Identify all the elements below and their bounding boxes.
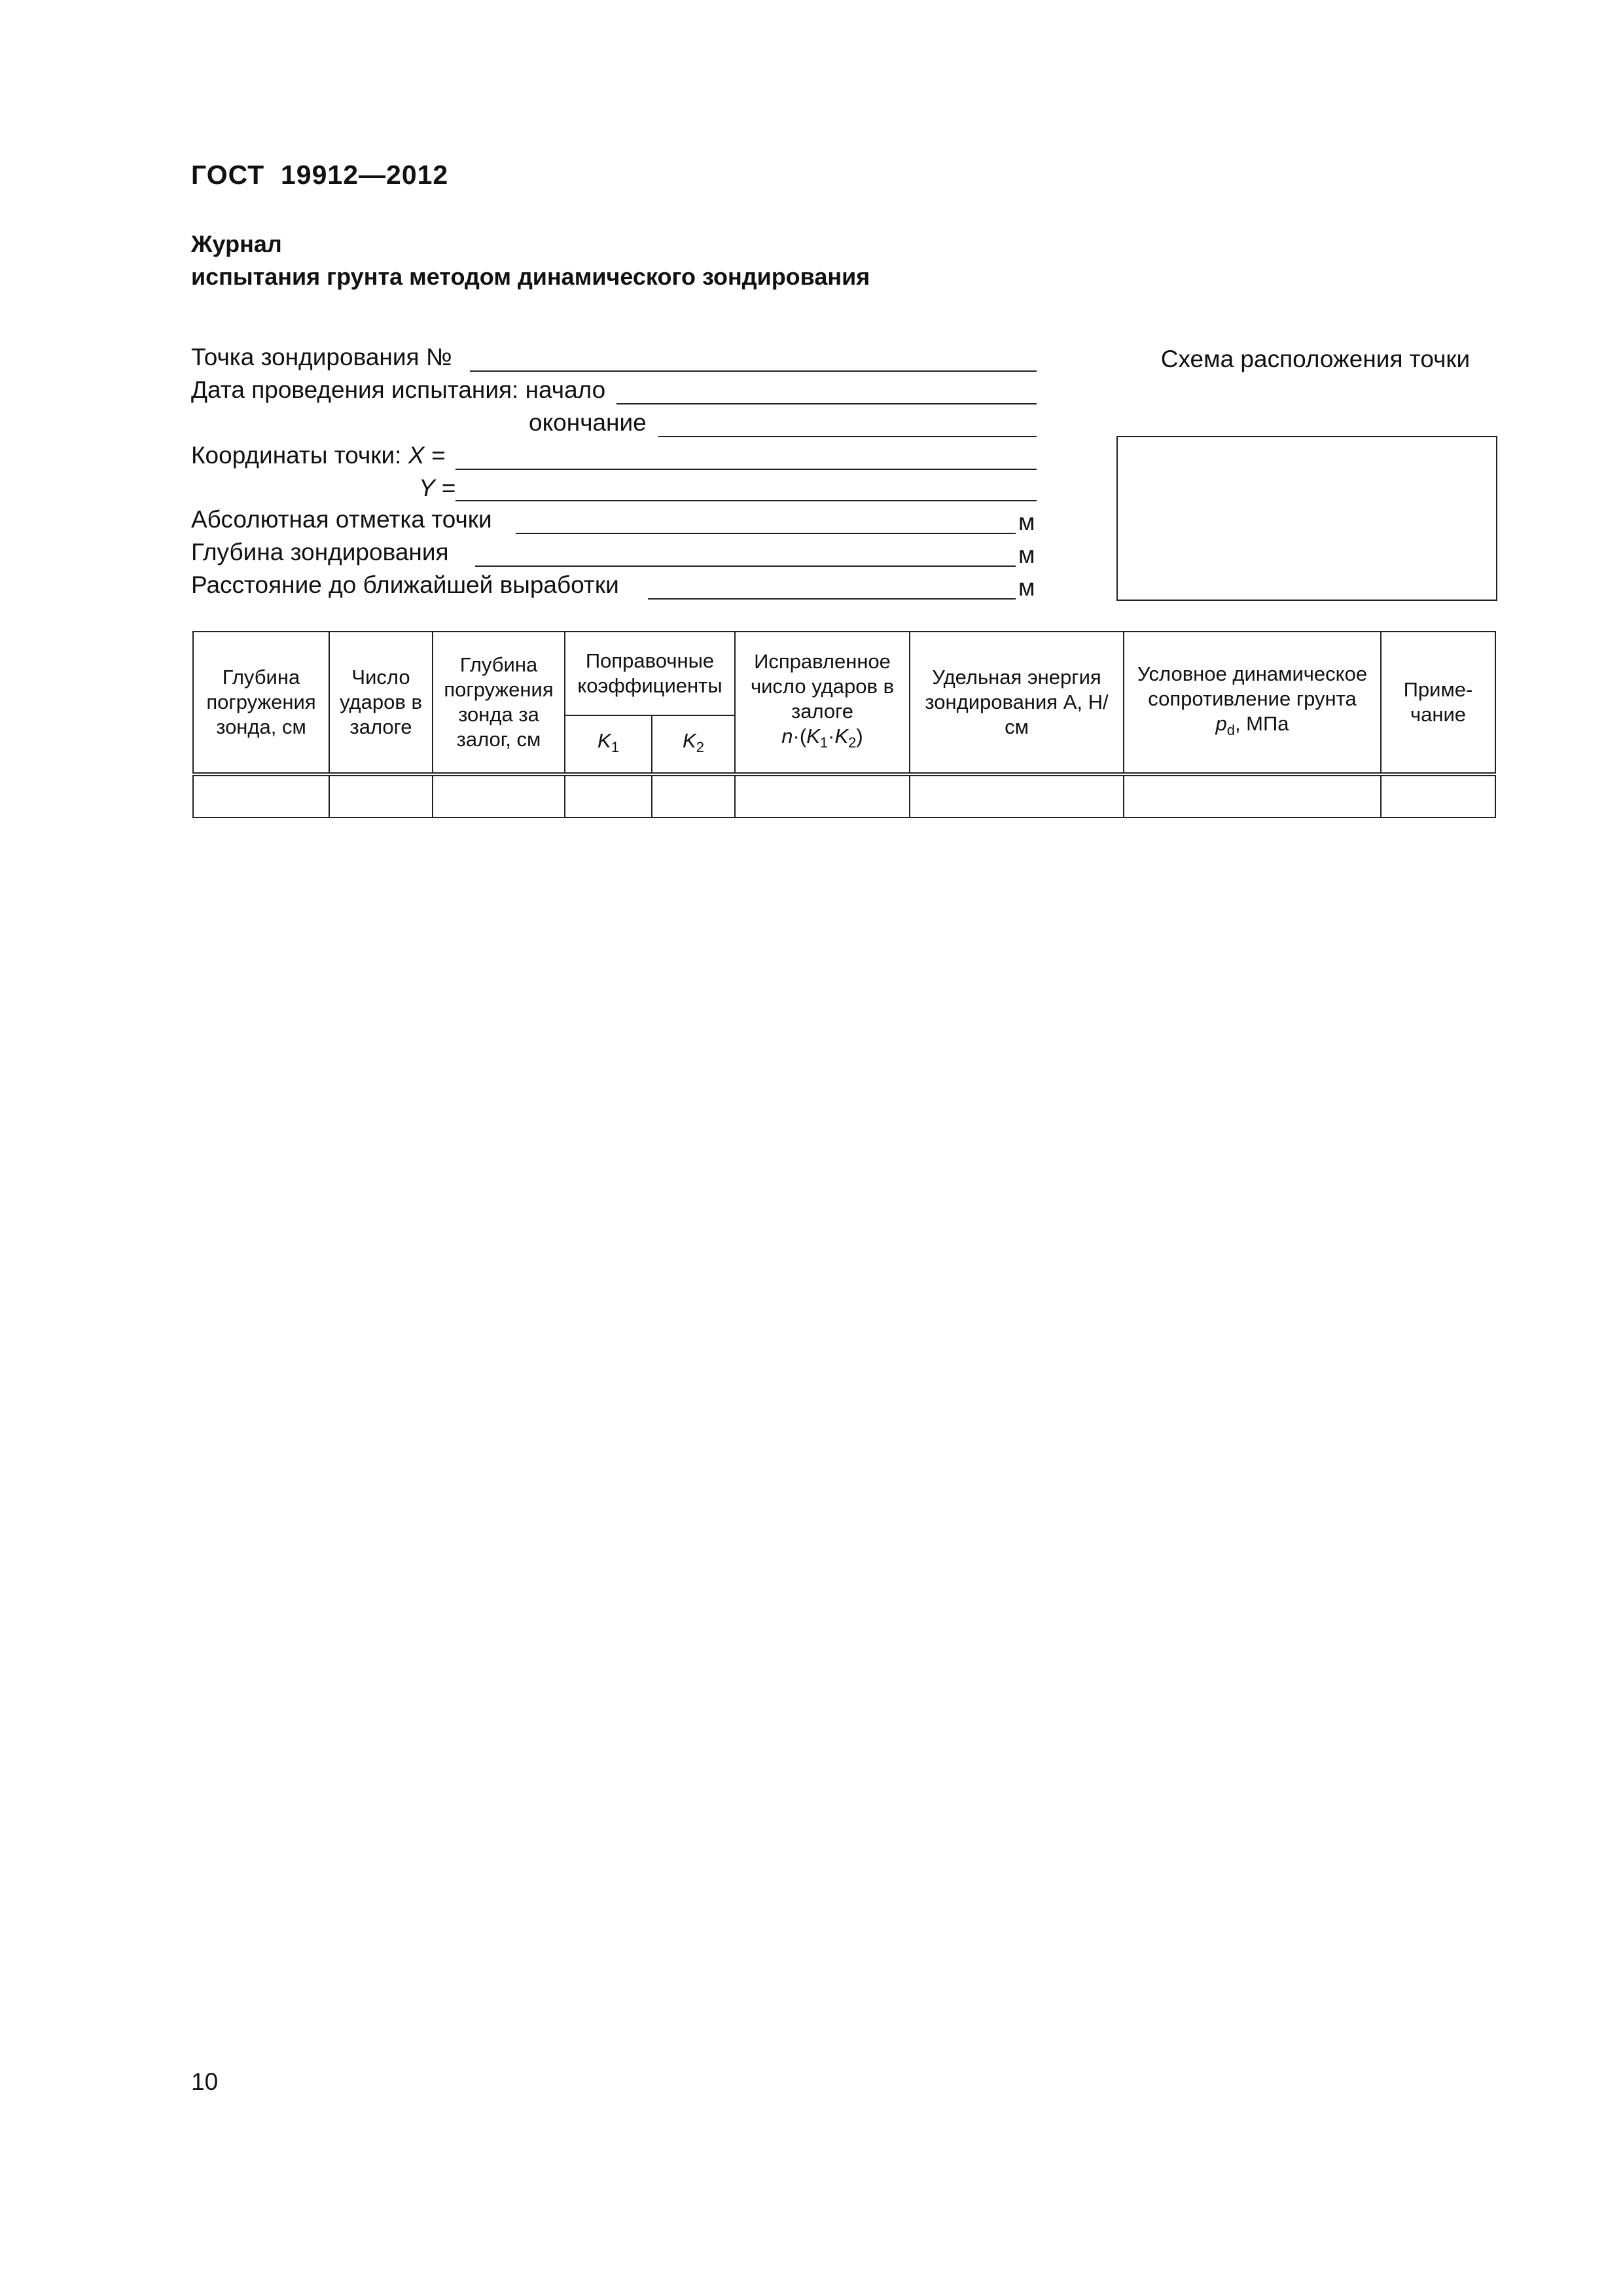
depth-label: Глубина зондирования [191, 539, 449, 565]
distance-line[interactable] [648, 598, 1016, 600]
page-number: 10 [191, 2068, 219, 2095]
coord-y-line[interactable] [455, 500, 1037, 501]
cell[interactable] [735, 774, 910, 817]
journal-title: Журнал [191, 230, 282, 257]
cell[interactable] [565, 774, 652, 817]
col-resistance-header [1124, 632, 1381, 774]
col-resistance-symbol: $p_d$, МПа [1215, 711, 1289, 739]
col-blows-header: Число ударов в залоге [329, 632, 433, 774]
coord-label-text: Координаты точки: [191, 442, 402, 469]
coord-x-line[interactable] [455, 469, 1037, 470]
col-corrected-blows-formula: $n\cdot(K_1\cdot K_2)$ [781, 724, 863, 751]
coord-y-text: Y = [419, 475, 455, 501]
cell[interactable] [329, 774, 433, 817]
test-log-table [192, 631, 1496, 818]
col-k1-header: $K_1$ [565, 715, 652, 774]
date-start-line[interactable] [616, 403, 1037, 404]
scheme-box[interactable] [1116, 436, 1497, 601]
abs-mark-unit: м [1018, 509, 1035, 535]
date-end-label: окончание [529, 409, 647, 436]
cell[interactable] [910, 774, 1124, 817]
date-start-label: Дата проведения испытания: начало [191, 376, 606, 403]
coord-x-label: X = [408, 442, 446, 469]
cell[interactable] [652, 774, 735, 817]
point-no-label: Точка зондирования № [191, 344, 452, 370]
cell[interactable] [1381, 774, 1495, 817]
abs-mark-line[interactable] [516, 533, 1016, 534]
col-energy-header: Удельная энергия зондирования A, Н/см [910, 632, 1124, 774]
depth-line[interactable] [475, 565, 1016, 567]
col-depth-header: Глубина погружения зонда, см [193, 632, 329, 774]
depth-unit: м [1018, 541, 1035, 568]
col-resistance-text: Условное динамическое сопротивление грунта [1137, 662, 1368, 710]
abs-mark-label: Абсолютная отметка точки [191, 506, 492, 533]
col-note-header: Приме-чание [1381, 632, 1495, 774]
date-end-line[interactable] [658, 436, 1037, 437]
distance-label: Расстояние до ближайшей выработки [191, 571, 619, 598]
col-corrected-blows-header [735, 632, 910, 774]
journal-subtitle: испытания грунта методом динамического зондирования [191, 263, 870, 290]
scheme-label: Схема расположения точки [1160, 346, 1471, 372]
distance-unit: м [1018, 574, 1035, 601]
cell[interactable] [1124, 774, 1381, 817]
cell[interactable] [193, 774, 329, 817]
table-row [193, 774, 1495, 817]
standard-header: ГОСТ 19912—2012 [191, 160, 449, 190]
point-no-line[interactable] [470, 370, 1037, 372]
col-coefficients-header: Поправочные коэффициенты [565, 632, 735, 715]
coord-y-label [419, 474, 455, 503]
col-corrected-blows-text: Исправленное число ударов в залоге [750, 649, 895, 723]
coord-label [191, 441, 445, 470]
col-depth-per-set-header: Глубина погружения зонда за залог, см [433, 632, 565, 774]
col-k2-header: $K_2$ [652, 715, 735, 774]
cell[interactable] [433, 774, 565, 817]
